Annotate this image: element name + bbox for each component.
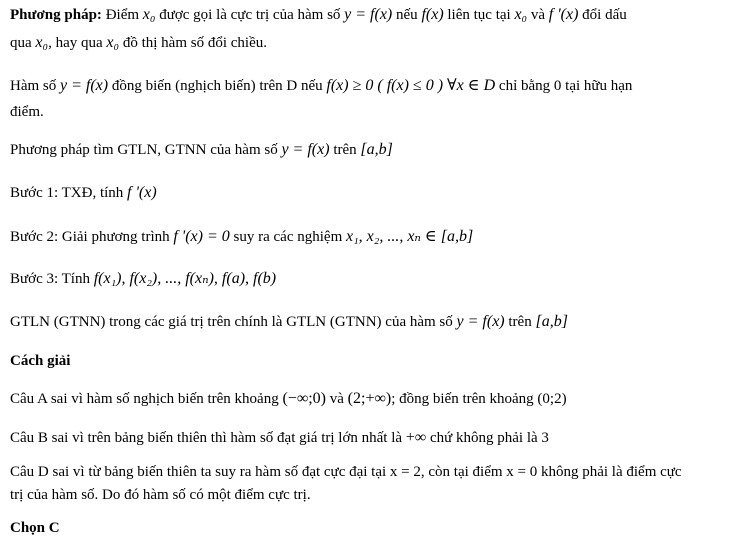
text: Hàm số bbox=[10, 78, 60, 94]
step-1-line bbox=[10, 183, 157, 203]
text: Câu B sai vì trên bảng biến thiên thì hàm số đạt giá trị lớn nhất là bbox=[10, 430, 406, 446]
text: trên bbox=[329, 142, 361, 158]
text: Câu A sai vì hàm số nghịch biến trên khoảng bbox=[10, 391, 283, 407]
text: liên tục tại bbox=[443, 7, 515, 23]
answer-text: Chọn C bbox=[10, 520, 60, 536]
text: trị của hàm số. Do đó hàm số có một điểm cực trị. bbox=[10, 487, 311, 503]
gtln-conclusion-line bbox=[10, 312, 568, 332]
math-x0: x₀ bbox=[142, 6, 156, 23]
text: đồ thị hàm số đổi chiều. bbox=[119, 35, 267, 51]
text: Phương pháp tìm GTLN, GTNN của hàm số bbox=[10, 142, 282, 158]
math-x0: x₀ bbox=[35, 34, 49, 51]
text: GTLN (GTNN) trong các giá trị trên chính là GTLN (GTNN) của hàm số bbox=[10, 314, 457, 330]
text: qua bbox=[10, 35, 36, 51]
option-d-line-1 bbox=[10, 462, 682, 482]
method-definition-line-2 bbox=[10, 33, 267, 53]
math-fprime-x: f '(x) bbox=[127, 184, 157, 201]
math-y-eq-fx: y = f(x) bbox=[281, 141, 330, 158]
text: đổi dấu bbox=[578, 7, 627, 23]
math-fprime-eq-zero: f '(x) = 0 bbox=[173, 228, 230, 245]
math-y-eq-fx: y = f(x) bbox=[456, 313, 505, 330]
text: Bước 3: Tính bbox=[10, 271, 94, 287]
monotonic-line-1 bbox=[10, 76, 632, 96]
math-fx: f(x) bbox=[421, 6, 444, 23]
option-d-line-2 bbox=[10, 485, 311, 505]
option-b-line bbox=[10, 428, 549, 448]
text: điểm. bbox=[10, 104, 44, 120]
math-y-eq-fx: y = f(x) bbox=[60, 77, 109, 94]
text: , hay qua bbox=[48, 35, 107, 51]
math-interval-ab: [a,b] bbox=[535, 313, 568, 330]
solution-heading bbox=[10, 351, 70, 371]
answer-line bbox=[10, 518, 60, 538]
heading-text: Cách giải bbox=[10, 353, 71, 369]
step-3-line bbox=[10, 269, 276, 289]
math-interval-ab: [a,b] bbox=[360, 141, 393, 158]
text: nếu bbox=[392, 7, 422, 23]
math-derivative-condition: f(x) ≥ 0 ( f(x) ≤ 0 ) ∀x ∈ D bbox=[326, 77, 496, 94]
math-roots: x₁, x₂, ..., xₙ ∈ [a,b] bbox=[346, 228, 474, 245]
text: Bước 1: TXĐ, tính bbox=[10, 185, 128, 201]
math-plus-inf: +∞ bbox=[405, 429, 427, 446]
text: đồng biến (nghịch biến) trên D nếu bbox=[108, 78, 327, 94]
text: chỉ bằng 0 tại hữu hạn bbox=[495, 78, 633, 94]
text: được gọi là cực trị của hàm số bbox=[155, 7, 345, 23]
method-definition-line-1 bbox=[10, 5, 627, 25]
math-values-list: f(x₁), f(x₂), ..., f(xₙ), f(a), f(b) bbox=[93, 270, 277, 287]
monotonic-line-2 bbox=[10, 102, 44, 122]
text: ; đồng biến trên khoảng (0;2) bbox=[391, 391, 567, 407]
gtln-method-line bbox=[10, 140, 393, 160]
text: Bước 2: Giải phương trình bbox=[10, 229, 174, 245]
text: Câu D sai vì từ bảng biến thiên ta suy ra hàm số đạt cực đại tại x = 2, còn tại điểm x = 0 không phải là điểm cực bbox=[10, 464, 682, 480]
text: chứ không phải là 3 bbox=[426, 430, 549, 446]
text: và bbox=[527, 7, 549, 23]
math-x0: x₀ bbox=[106, 34, 120, 51]
text: suy ra các nghiệm bbox=[229, 229, 346, 245]
math-x0: x₀ bbox=[514, 6, 528, 23]
step-2-line bbox=[10, 227, 473, 247]
math-y-eq-fx: y = f(x) bbox=[344, 6, 393, 23]
text: trên bbox=[504, 314, 536, 330]
method-label: Phương pháp: bbox=[10, 7, 102, 23]
math-interval-neg-inf-0: (−∞;0) bbox=[282, 390, 326, 407]
text: Điểm bbox=[101, 7, 143, 23]
math-interval-2-inf: (2;+∞) bbox=[347, 390, 392, 407]
text: và bbox=[326, 391, 348, 407]
math-fprime-x: f '(x) bbox=[548, 6, 579, 23]
option-a-line bbox=[10, 389, 567, 409]
